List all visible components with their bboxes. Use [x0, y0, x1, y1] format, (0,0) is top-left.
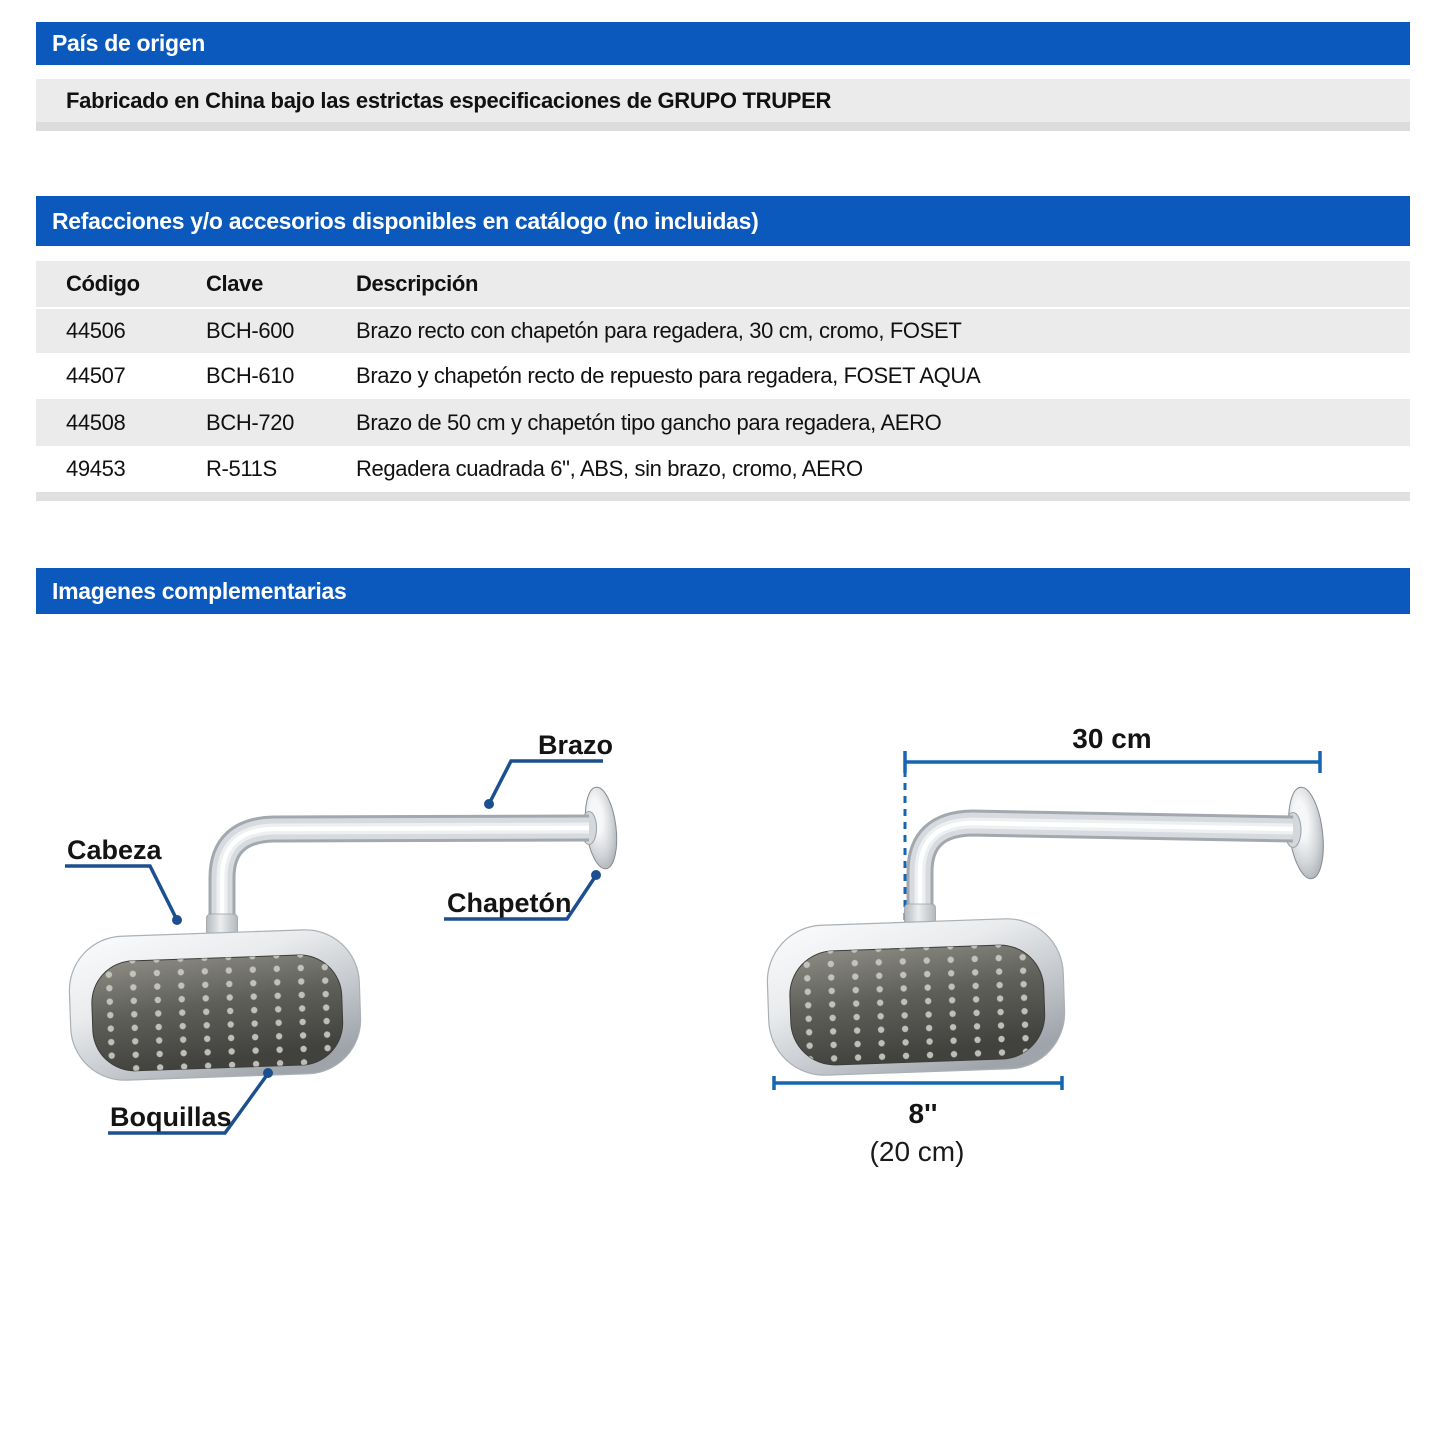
label-boquillas: Boquillas [110, 1102, 232, 1132]
col-header-descripcion: Descripción [356, 271, 479, 296]
label-8in: 8'' [908, 1098, 938, 1129]
leader-dot-brazo [484, 799, 494, 809]
table-row [36, 446, 1410, 492]
cell-descripcion: Brazo y chapetón recto de repuesto para regadera, FOSET AQUA [356, 363, 981, 388]
label-chapeton: Chapetón [447, 888, 572, 918]
label-brazo: Brazo [538, 730, 614, 760]
section-title: Imagenes complementarias [52, 577, 347, 604]
shower-head [68, 928, 363, 1082]
table-bottom-strip [36, 492, 1410, 501]
shower-arm [222, 828, 589, 940]
table-header-row [36, 261, 1410, 307]
label-20cm: (20 cm) [869, 1136, 965, 1167]
cell-clave: BCH-600 [206, 318, 295, 343]
product-diagram-dimensions [740, 690, 1400, 1190]
cell-codigo: 44506 [66, 318, 126, 343]
table-row [36, 353, 1410, 399]
cell-codigo: 44508 [66, 409, 126, 435]
nozzle-dots [788, 944, 1046, 1067]
section-header-imagenes [36, 568, 1410, 614]
table-row [36, 399, 1410, 446]
origin-note-row [36, 79, 1410, 122]
table-row [36, 309, 1410, 353]
origin-bottom-strip [36, 122, 1410, 131]
leader-dot-chapeton [591, 870, 601, 880]
cell-clave: BCH-610 [206, 363, 295, 388]
section-header-refacciones [36, 196, 1410, 246]
product-diagram-labeled [40, 700, 660, 1170]
cell-descripcion: Regadera cuadrada 6", ABS, sin brazo, cromo, AERO [356, 456, 863, 481]
cell-codigo: 44507 [66, 363, 126, 388]
label-30cm: 30 cm [1072, 723, 1152, 754]
origin-note-text: Fabricado en China bajo las estrictas especificaciones de GRUPO TRUPER [66, 87, 832, 113]
dimension-line-8in [774, 1076, 1062, 1090]
leader-cabeza [65, 866, 176, 918]
leader-brazo [490, 761, 603, 802]
cell-descripcion: Brazo de 50 cm y chapetón tipo gancho para regadera, AERO [356, 409, 942, 435]
cell-clave: R-511S [206, 456, 277, 481]
shower-head [765, 917, 1066, 1077]
section-title: País de origen [52, 30, 206, 56]
col-header-clave: Clave [206, 271, 263, 296]
section-header-pais-de-origen [36, 22, 1410, 65]
nozzle-dots [90, 954, 344, 1073]
shower-arm [920, 823, 1293, 930]
col-header-codigo: Código [66, 271, 140, 296]
cell-clave: BCH-720 [206, 409, 295, 435]
leader-dot-cabeza [172, 915, 182, 925]
cell-descripcion: Brazo recto con chapetón para regadera, 30 cm, cromo, FOSET [356, 318, 962, 343]
label-cabeza: Cabeza [67, 835, 162, 865]
leader-dot-boquillas [263, 1068, 273, 1078]
section-title: Refacciones y/o accesorios disponibles en catálogo (no incluidas) [52, 207, 759, 234]
cell-codigo: 49453 [66, 456, 126, 481]
